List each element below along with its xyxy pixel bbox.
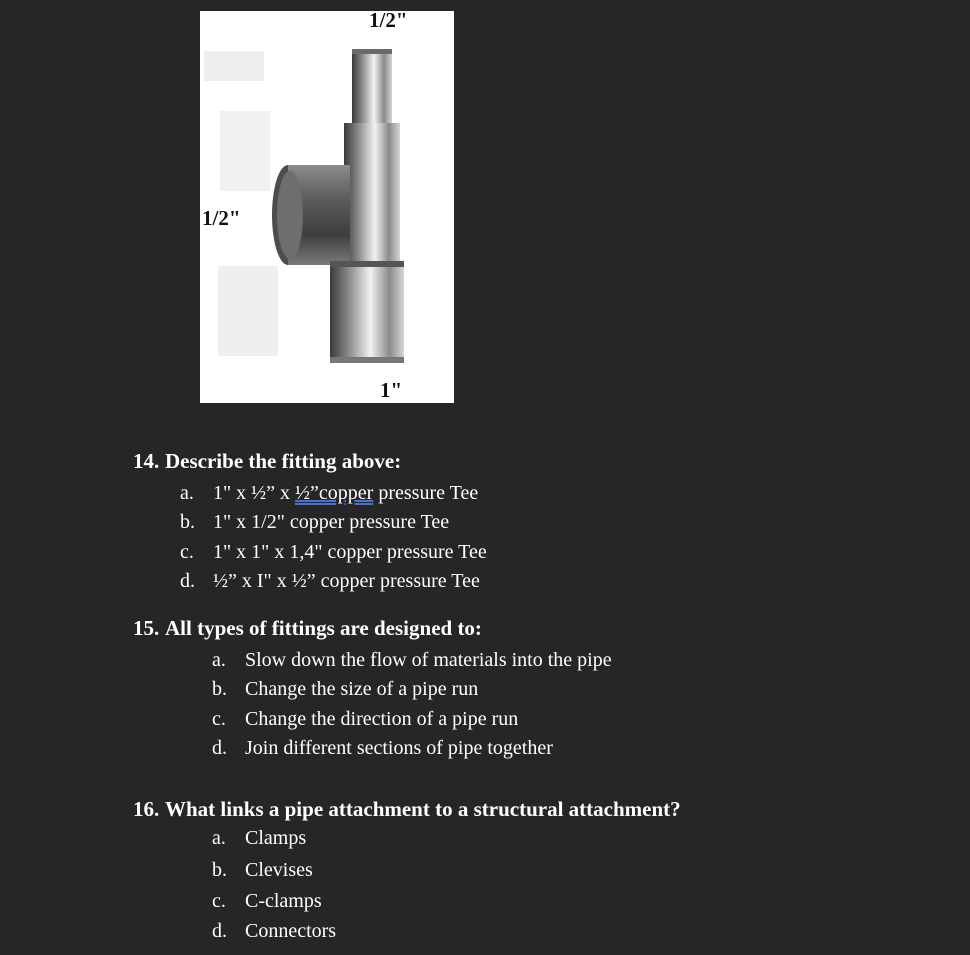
question-number: 14. [133,449,160,473]
option-letter: a. [180,482,194,504]
q15-option-d[interactable] [212,737,553,760]
question-number: 16. [133,797,160,821]
option-letter: b. [212,678,227,700]
option-text: ½” x I" x ½” copper pressure Tee [213,570,480,592]
question-text: All types of fittings are designed to: [165,616,482,640]
q14-option-c[interactable] [180,541,487,564]
option-text: Clamps [245,827,307,849]
question-text: What links a pipe attachment to a structural attachment? [165,797,681,821]
option-letter: d. [212,920,227,942]
option-letter: b. [212,859,227,881]
option-letter: d. [180,570,195,592]
option-letter: a. [212,827,226,849]
question-number: 15. [133,616,160,640]
q14-option-d[interactable] [180,570,480,593]
option-text-underlined: ½”copper [295,482,374,504]
question-14 [133,449,401,474]
q15-option-a[interactable] [212,649,612,672]
size-label-left: 1/2" [202,206,241,230]
option-letter: b. [180,511,195,533]
q16-option-c[interactable] [212,890,322,913]
option-letter: d. [212,737,227,759]
q16-option-b[interactable] [212,859,313,882]
option-text: Change the direction of a pipe run [245,708,519,730]
option-text: Join different sections of pipe together [245,737,553,759]
option-text-pre: 1" x ½” x [213,482,296,504]
q15-option-c[interactable] [212,708,518,731]
option-letter: c. [180,541,194,563]
option-text: C-clamps [245,890,322,912]
q15-option-b[interactable] [212,678,478,701]
question-text: Describe the fitting above: [165,449,402,473]
option-text: Clevises [245,859,313,881]
option-text: 1" x 1/2" copper pressure Tee [213,511,450,533]
size-label-bottom: 1" [380,378,403,402]
q14-option-b[interactable] [180,511,449,534]
option-text: Change the size of a pipe run [245,678,479,700]
question-15 [133,616,482,641]
q14-option-a[interactable] [180,482,478,505]
question-16 [133,797,681,822]
option-text: Slow down the flow of materials into the pipe [245,649,612,671]
fitting-photo [200,11,454,403]
option-text: Connectors [245,920,337,942]
q16-option-a[interactable] [212,827,306,850]
option-text-post: pressure Tee [373,482,479,504]
size-label-top: 1/2" [369,11,408,32]
q16-option-d[interactable] [212,920,336,943]
option-letter: c. [212,890,226,912]
option-letter: a. [212,649,226,671]
option-letter: c. [212,708,226,730]
option-text: 1" x 1" x 1,4" copper pressure Tee [213,541,487,563]
